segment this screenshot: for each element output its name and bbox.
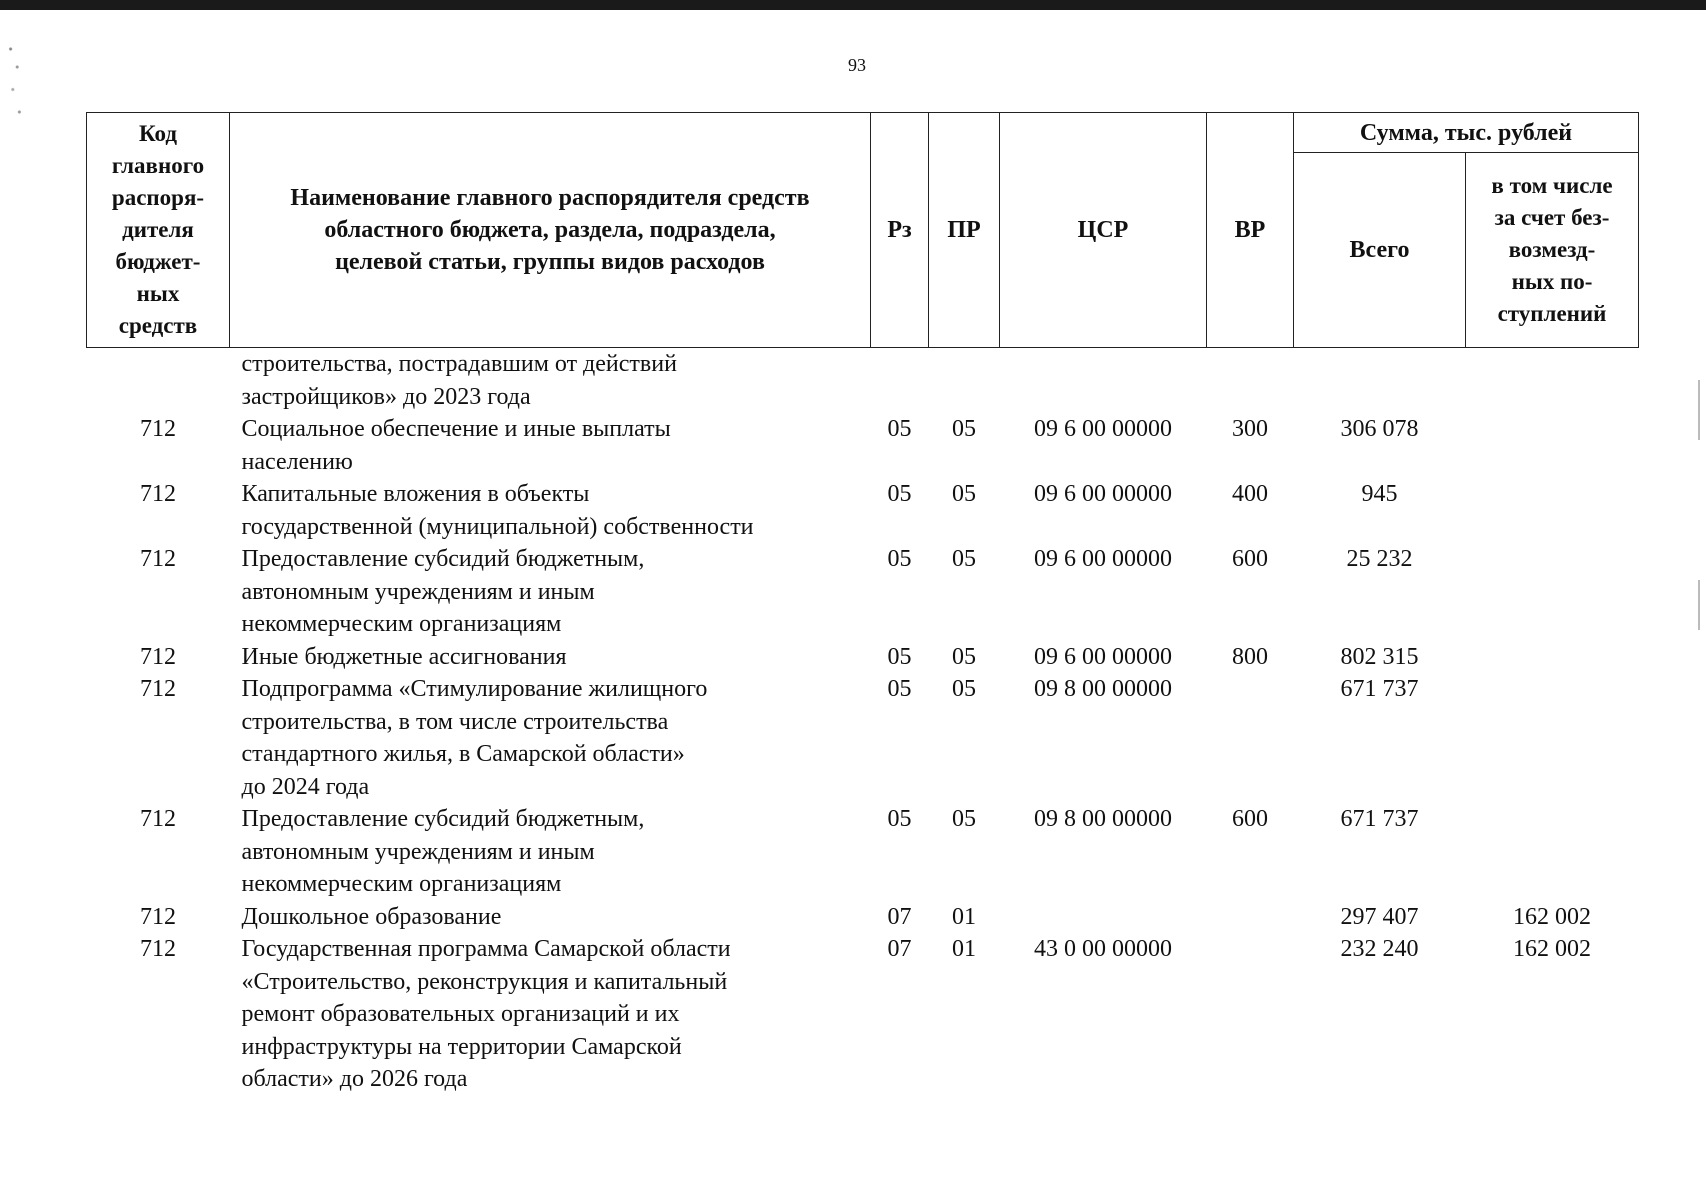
header-total: Всего bbox=[1294, 153, 1466, 348]
cell-vr bbox=[1207, 901, 1294, 934]
cell-code: 712 bbox=[140, 806, 176, 832]
header-rz: Рз bbox=[871, 113, 929, 348]
cell-csr: 09 6 00 00000 bbox=[1034, 643, 1172, 670]
cell-free bbox=[1466, 348, 1639, 414]
cell-name-line: Иные бюджетные ассигнования bbox=[241, 643, 567, 670]
cell-total: 671 737 bbox=[1340, 676, 1419, 702]
cell-code: 712 bbox=[140, 416, 176, 442]
cell-csr: 09 6 00 00000 bbox=[1034, 416, 1172, 442]
cell-name-line: застройщиков» до 2023 года bbox=[241, 383, 531, 410]
cell-name-line: строительства, пострадавшим от действий bbox=[241, 351, 677, 377]
cell-csr: 09 6 00 00000 bbox=[1034, 546, 1172, 572]
cell-pr: 05 bbox=[952, 643, 976, 670]
cell-name-line: Государственная программа Самарской области bbox=[241, 936, 731, 962]
header-code-line: бюджет- bbox=[115, 249, 201, 274]
cell-name-line: автономным учреждениям и иным bbox=[241, 578, 595, 605]
cell-free bbox=[1466, 478, 1639, 543]
cell-vr: 400 bbox=[1232, 481, 1268, 507]
cell-name-line: стандартного жилья, в Самарской области» bbox=[241, 741, 685, 767]
scan-artifact bbox=[4, 40, 26, 130]
table-row bbox=[87, 413, 1639, 478]
cell-code: 712 bbox=[140, 936, 176, 962]
cell-code: 712 bbox=[140, 676, 176, 702]
cell-rz: 05 bbox=[887, 806, 912, 832]
cell-name-line: Предоставление субсидий бюджетным, bbox=[241, 806, 645, 832]
cell-vr bbox=[1207, 933, 1294, 1096]
cell-csr: 43 0 00 00000 bbox=[1034, 936, 1172, 962]
budget-table bbox=[86, 112, 1639, 1096]
cell-vr: 800 bbox=[1232, 643, 1268, 670]
cell-name-line: области» до 2026 года bbox=[241, 1066, 468, 1092]
cell-name-line: ремонт образовательных организаций и их bbox=[241, 1001, 680, 1027]
cell-name bbox=[230, 641, 871, 674]
cell-csr bbox=[1000, 348, 1207, 414]
table-row bbox=[87, 641, 1639, 674]
cell-name-line: государственной (муниципальной) собственности bbox=[241, 513, 754, 540]
header-code-line: главного bbox=[111, 153, 205, 178]
cell-name bbox=[230, 803, 871, 901]
cell-rz bbox=[871, 348, 929, 414]
cell-free bbox=[1466, 673, 1639, 803]
cell-pr: 05 bbox=[952, 806, 976, 832]
cell-csr bbox=[1000, 901, 1207, 934]
scan-artifact-right bbox=[1698, 580, 1700, 630]
table-row bbox=[87, 901, 1639, 934]
cell-vr: 600 bbox=[1232, 546, 1268, 572]
header-sum: Сумма, тыс. рублей bbox=[1294, 113, 1639, 153]
header-free-line: за счет без- bbox=[1494, 205, 1610, 230]
cell-name-line: инфраструктуры на территории Самарской bbox=[241, 1033, 682, 1060]
cell-name bbox=[230, 673, 871, 803]
cell-name-line: «Строительство, реконструкция и капитальный bbox=[241, 968, 728, 995]
cell-name bbox=[230, 413, 871, 478]
cell-name bbox=[230, 543, 871, 641]
page-number: 93 bbox=[848, 55, 866, 75]
cell-name-line: Дошкольное образование bbox=[241, 903, 502, 930]
cell-name bbox=[230, 478, 871, 543]
cell-code: 712 bbox=[140, 903, 176, 930]
header-pr: ПР bbox=[929, 113, 1000, 348]
table-row bbox=[87, 348, 1639, 414]
cell-code: 712 bbox=[140, 643, 176, 670]
cell-name-line: некоммерческим организациям bbox=[241, 611, 562, 637]
cell-csr: 09 6 00 00000 bbox=[1034, 481, 1172, 507]
cell-csr: 09 8 00 00000 bbox=[1034, 806, 1172, 832]
header-code-line: средств bbox=[118, 313, 198, 338]
cell-pr: 01 bbox=[952, 903, 976, 930]
header-free bbox=[1466, 153, 1639, 348]
cell-rz: 05 bbox=[887, 676, 912, 702]
table-row bbox=[87, 543, 1639, 641]
cell-code bbox=[87, 348, 230, 414]
cell-name-line: некоммерческим организациям bbox=[241, 871, 562, 897]
cell-vr: 600 bbox=[1232, 806, 1268, 832]
header-code-line: ных bbox=[136, 281, 180, 306]
header-free-line: возмезд- bbox=[1508, 237, 1596, 262]
header-free-line: ступлений bbox=[1497, 301, 1607, 326]
cell-rz: 05 bbox=[887, 546, 912, 572]
cell-name-line: до 2024 года bbox=[241, 773, 370, 800]
cell-name-line: Капитальные вложения в объекты bbox=[241, 481, 590, 507]
header-name-line: областного бюджета, раздела, подраздела, bbox=[324, 217, 776, 243]
cell-vr bbox=[1207, 673, 1294, 803]
cell-pr: 05 bbox=[952, 676, 976, 702]
cell-vr bbox=[1207, 348, 1294, 414]
table-body bbox=[87, 348, 1639, 1096]
cell-total: 802 315 bbox=[1340, 643, 1419, 670]
header-free-line: ных по- bbox=[1511, 269, 1593, 294]
cell-name bbox=[230, 901, 871, 934]
cell-total: 297 407 bbox=[1340, 903, 1419, 930]
cell-pr: 05 bbox=[952, 546, 976, 572]
cell-name-line: населению bbox=[241, 448, 353, 475]
cell-free: 162 002 bbox=[1513, 903, 1591, 930]
cell-code: 712 bbox=[140, 481, 176, 507]
cell-total: 232 240 bbox=[1340, 936, 1419, 962]
cell-rz: 07 bbox=[887, 903, 912, 930]
cell-rz: 05 bbox=[887, 416, 912, 442]
top-border-rule bbox=[0, 0, 1706, 10]
table-header bbox=[87, 113, 1639, 348]
cell-csr: 09 8 00 00000 bbox=[1034, 676, 1172, 702]
table-row bbox=[87, 803, 1639, 901]
cell-free bbox=[1466, 803, 1639, 901]
cell-name-line: строительства, в том числе строительства bbox=[241, 708, 669, 735]
cell-pr bbox=[929, 348, 1000, 414]
header-vr: ВР bbox=[1207, 113, 1294, 348]
header-code-line: Код bbox=[138, 121, 177, 146]
header-code bbox=[87, 113, 230, 348]
cell-free bbox=[1466, 543, 1639, 641]
cell-total: 306 078 bbox=[1340, 416, 1419, 442]
cell-code: 712 bbox=[140, 546, 176, 572]
table-row bbox=[87, 933, 1639, 1096]
cell-total: 671 737 bbox=[1340, 806, 1419, 832]
cell-name-line: автономным учреждениям и иным bbox=[241, 838, 595, 865]
table-row bbox=[87, 673, 1639, 803]
cell-name bbox=[230, 933, 871, 1096]
cell-vr: 300 bbox=[1232, 416, 1268, 442]
header-name-line: Наименование главного распорядителя средств bbox=[290, 185, 810, 211]
cell-pr: 05 bbox=[952, 481, 976, 507]
header-code-line: распоря- bbox=[111, 185, 205, 210]
cell-name-line: Социальное обеспечение и иные выплаты bbox=[241, 416, 671, 442]
cell-rz: 05 bbox=[887, 643, 912, 670]
cell-rz: 05 bbox=[887, 481, 912, 507]
header-csr: ЦСР bbox=[1000, 113, 1207, 348]
header-free-line: в том числе bbox=[1491, 173, 1613, 198]
header-name-line: целевой статьи, группы видов расходов bbox=[335, 249, 765, 275]
cell-pr: 05 bbox=[952, 416, 976, 442]
cell-total bbox=[1294, 348, 1466, 414]
cell-free bbox=[1466, 413, 1639, 478]
cell-name-line: Подпрограмма «Стимулирование жилищного bbox=[241, 676, 708, 702]
table-row bbox=[87, 478, 1639, 543]
scan-artifact-right bbox=[1698, 380, 1700, 440]
cell-free: 162 002 bbox=[1513, 936, 1591, 962]
cell-total: 945 bbox=[1361, 481, 1398, 507]
cell-rz: 07 bbox=[887, 936, 912, 962]
cell-total: 25 232 bbox=[1346, 546, 1413, 572]
cell-free bbox=[1466, 641, 1639, 674]
header-code-line: дителя bbox=[122, 217, 194, 242]
header-name bbox=[230, 113, 871, 348]
cell-pr: 01 bbox=[952, 936, 976, 962]
cell-name bbox=[230, 348, 871, 414]
cell-name-line: Предоставление субсидий бюджетным, bbox=[241, 546, 645, 572]
